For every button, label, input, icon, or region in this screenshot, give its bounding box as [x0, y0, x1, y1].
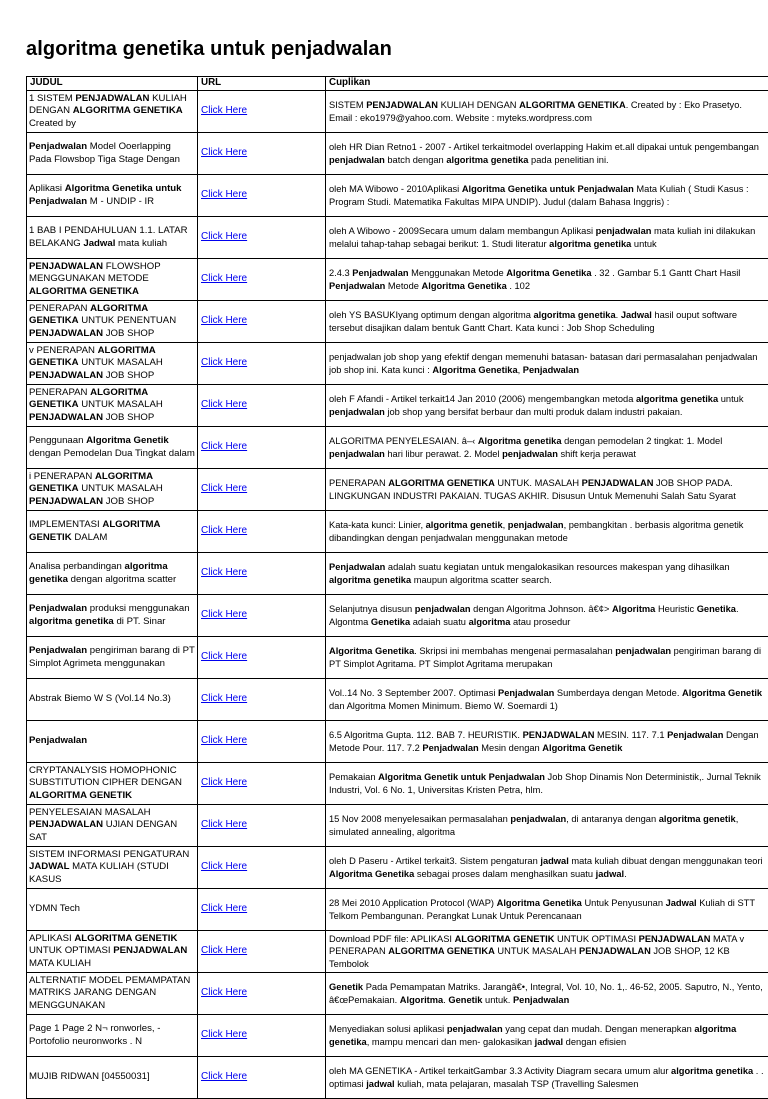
cell-judul: IMPLEMENTASI ALGORITMA GENETIK DALAM: [27, 511, 198, 553]
cell-cuplikan: 2.4.3 Penjadwalan Menggunakan Metode Algoritma Genetika . 32 . Gambar 5.1 Gantt Chart Hasil Penjadwalan Metode Algoritma Genetika . 102: [326, 259, 768, 301]
click-here-link[interactable]: Click Here: [201, 651, 247, 662]
cell-url: [198, 217, 326, 259]
click-here-link[interactable]: Click Here: [201, 735, 247, 746]
cell-judul: SISTEM INFORMASI PENGATURAN JADWAL MATA KULIAH (STUDI KASUS: [27, 847, 198, 889]
table-header-row: [27, 77, 768, 91]
table-row: [27, 931, 768, 973]
cell-cuplikan: Penjadwalan adalah suatu kegiatan untuk mengalokasikan resources makespan yang dihasilkan algoritma genetika maupun algoritma scatter search.: [326, 553, 768, 595]
cell-url: [198, 175, 326, 217]
table-row: [27, 805, 768, 847]
cell-judul: Aplikasi Algoritma Genetika untuk Penjadwalan M - UNDIP - IR: [27, 175, 198, 217]
table-row: [27, 343, 768, 385]
cell-cuplikan: PENERAPAN ALGORITMA GENETIKA UNTUK. MASALAH PENJADWALAN JOB SHOP PADA. LINGKUNGAN INDUSTRI PAKAIAN. TUGAS AKHIR. Disusun Untuk Memenuhi Salah Satu Syarat: [326, 469, 768, 511]
header-url: URL: [198, 77, 326, 91]
cell-judul: PENERAPAN ALGORITMA GENETIKA UNTUK PENENTUAN PENJADWALAN JOB SHOP: [27, 301, 198, 343]
cell-url: [198, 259, 326, 301]
cell-judul: YDMN Tech: [27, 889, 198, 931]
table-row: [27, 1057, 768, 1099]
cell-url: [198, 931, 326, 973]
click-here-link[interactable]: Click Here: [201, 609, 247, 620]
table-row: [27, 259, 768, 301]
cell-judul: Penjadwalan pengiriman barang di PT Simplot Agrimeta menggunakan: [27, 637, 198, 679]
cell-judul: ALTERNATIF MODEL PEMAMPATAN MATRIKS JARANG DENGAN MENGGUNAKAN: [27, 973, 198, 1015]
cell-cuplikan: Vol..14 No. 3 September 2007. Optimasi Penjadwalan Sumberdaya dengan Metode. Algoritma Genetik dan Algoritma Momen Minimum. Biemo W. Soemardi 1): [326, 679, 768, 721]
cell-judul: Penjadwalan Model Ooerlapping Pada Flowsbop Tiga Stage Dengan: [27, 133, 198, 175]
table-row: [27, 511, 768, 553]
cell-url: [198, 301, 326, 343]
click-here-link[interactable]: Click Here: [201, 987, 247, 998]
click-here-link[interactable]: Click Here: [201, 693, 247, 704]
cell-url: [198, 595, 326, 637]
cell-cuplikan: Genetik Pada Pemampatan Matriks. Jarangâ€•, Integral, Vol. 10, No. 1,. 46-52, 2005. Saputro, N., Yento, â€œPemakaian. Algoritma. Genetik untuk. Penjadwalan: [326, 973, 768, 1015]
cell-url: [198, 805, 326, 847]
click-here-link[interactable]: Click Here: [201, 525, 247, 536]
cell-cuplikan: Menyediakan solusi aplikasi penjadwalan yang cepat dan mudah. Dengan menerapkan algoritma genetika, mampu mencari dan men- galokasikan jadwal dengan efisien: [326, 1015, 768, 1057]
cell-judul: Penjadwalan: [27, 721, 198, 763]
cell-url: [198, 343, 326, 385]
cell-cuplikan: oleh MA GENETIKA - Artikel terkaitGambar 3.3 Activity Diagram secara umum alur algoritma genetika . . optimasi jadwal kuliah, mata pelajaran, masalah TSP (Travelling Salesmen: [326, 1057, 768, 1099]
click-here-link[interactable]: Click Here: [201, 273, 247, 284]
cell-cuplikan: Pemakaian Algoritma Genetik untuk Penjadwalan Job Shop Dinamis Non Deterministik,. Jurnal Teknik Industri, Vol. 6 No. 1, Universitas Kristen Petra, hlm.: [326, 763, 768, 805]
cell-cuplikan: 6.5 Algoritma Gupta. 112. BAB 7. HEURISTIK. PENJADWALAN MESIN. 117. 7.1 Penjadwalan Dengan Metode Pour. 117. 7.2 Penjadwalan Mesin dengan Algoritma Genetik: [326, 721, 768, 763]
cell-url: [198, 385, 326, 427]
cell-judul: 1 BAB I PENDAHULUAN 1.1. LATAR BELAKANG Jadwal mata kuliah: [27, 217, 198, 259]
table-row: [27, 217, 768, 259]
click-here-link[interactable]: Click Here: [201, 189, 247, 200]
cell-url: [198, 1015, 326, 1057]
cell-url: [198, 469, 326, 511]
table-row: [27, 427, 768, 469]
cell-cuplikan: Download PDF file: APLIKASI ALGORITMA GENETIK UNTUK OPTIMASI PENJADWALAN MATA v PENERAPAN ALGORITMA GENETIKA UNTUK MASALAH PENJADWALAN JOB SHOP, 12 KB Tembolok: [326, 931, 768, 973]
click-here-link[interactable]: Click Here: [201, 441, 247, 452]
click-here-link[interactable]: Click Here: [201, 315, 247, 326]
page-title: algoritma genetika untuk penjadwalan: [26, 38, 392, 61]
table-row: [27, 385, 768, 427]
table-row: [27, 679, 768, 721]
table-row: [27, 763, 768, 805]
cell-judul: Penjadwalan produksi menggunakan algoritma genetika di PT. Sinar: [27, 595, 198, 637]
header-cuplikan: Cuplikan: [326, 77, 768, 91]
cell-cuplikan: Selanjutnya disusun penjadwalan dengan Algoritma Johnson. â€¢> Algoritma Heuristic Genetika. Algontma Genetika adaiah suatu algoritma atau prosedur: [326, 595, 768, 637]
cell-cuplikan: 28 Mei 2010 Application Protocol (WAP) Algoritma Genetika Untuk Penyusunan Jadwal Kuliah di STT Telkom Pembangunan. Perangkat Lunak Untuk Perencanaan: [326, 889, 768, 931]
cell-judul: i PENERAPAN ALGORITMA GENETIKA UNTUK MASALAH PENJADWALAN JOB SHOP: [27, 469, 198, 511]
cell-url: [198, 91, 326, 133]
table-row: [27, 133, 768, 175]
click-here-link[interactable]: Click Here: [201, 1029, 247, 1040]
cell-cuplikan: oleh D Paseru - Artikel terkait3. Sistem pengaturan jadwal mata kuliah dibuat dengan menggunakan teori Algoritma Genetika sebagai proses dalam menghasilkan suatu jadwal.: [326, 847, 768, 889]
cell-url: [198, 721, 326, 763]
cell-url: [198, 511, 326, 553]
cell-cuplikan: Kata-kata kunci: Linier, algoritma genetik, penjadwalan, pembangkitan . berbasis algoritma genetik dibandingkan dengan penjadwalan menggunakan metode: [326, 511, 768, 553]
cell-url: [198, 847, 326, 889]
cell-cuplikan: oleh F Afandi - Artikel terkait14 Jan 2010 (2006) mengembangkan metoda algoritma genetika untuk penjadwalan job shop yang bersifat berbaur dan multi produk dalam industri pakaian.: [326, 385, 768, 427]
cell-judul: v PENERAPAN ALGORITMA GENETIKA UNTUK MASALAH PENJADWALAN JOB SHOP: [27, 343, 198, 385]
cell-judul: Analisa perbandingan algoritma genetika dengan algoritma scatter: [27, 553, 198, 595]
table-row: [27, 721, 768, 763]
cell-judul: MUJIB RIDWAN [04550031]: [27, 1057, 198, 1099]
table-row: [27, 553, 768, 595]
click-here-link[interactable]: Click Here: [201, 861, 247, 872]
table-row: [27, 847, 768, 889]
cell-judul: PENERAPAN ALGORITMA GENETIKA UNTUK MASALAH PENJADWALAN JOB SHOP: [27, 385, 198, 427]
cell-cuplikan: 15 Nov 2008 menyelesaikan permasalahan penjadwalan, di antaranya dengan algoritma genetik, simulated annealing, algoritma: [326, 805, 768, 847]
click-here-link[interactable]: Click Here: [201, 819, 247, 830]
cell-judul: PENYELESAIAN MASALAH PENJADWALAN UJIAN DENGAN SAT: [27, 805, 198, 847]
cell-judul: Abstrak Biemo W S (Vol.14 No.3): [27, 679, 198, 721]
click-here-link[interactable]: Click Here: [201, 231, 247, 242]
cell-judul: PENJADWALAN FLOWSHOP MENGGUNAKAN METODE ALGORITMA GENETIKA: [27, 259, 198, 301]
table-row: [27, 973, 768, 1015]
cell-judul: CRYPTANALYSIS HOMOPHONIC SUBSTITUTION CIPHER DENGAN ALGORITMA GENETIK: [27, 763, 198, 805]
cell-judul: Page 1 Page 2 N¬ ronworles, - Portofolio neuronworks . Ν: [27, 1015, 198, 1057]
table-row: [27, 91, 768, 133]
cell-cuplikan: oleh HR Dian Retno1 - 2007 - Artikel terkaitmodel overlapping Hakim et.all dipakai untuk pengembangan penjadwalan batch dengan algoritma genetika pada penelitian ini.: [326, 133, 768, 175]
cell-cuplikan: SISTEM PENJADWALAN KULIAH DENGAN ALGORITMA GENETIKA. Created by : Eko Prasetyo. Email : eko1979@yahoo.com. Website : myteks.wordpress.com: [326, 91, 768, 133]
click-here-link[interactable]: Click Here: [201, 147, 247, 158]
table-row: [27, 637, 768, 679]
cell-cuplikan: oleh MA Wibowo - 2010Aplikasi Algoritma Genetika untuk Penjadwalan Mata Kuliah ( Studi Kasus : Program Studi. Matematika Fakultas MIPA UNDIP). Judul (dalam Bahasa Inggris) :: [326, 175, 768, 217]
table-row: [27, 889, 768, 931]
click-here-link[interactable]: Click Here: [201, 1071, 247, 1082]
cell-judul: 1 SISTEM PENJADWALAN KULIAH DENGAN ALGORITMA GENETIKA Created by: [27, 91, 198, 133]
cell-url: [198, 973, 326, 1015]
cell-judul: Penggunaan Algoritma Genetik dengan Pemodelan Dua Tingkat dalam: [27, 427, 198, 469]
cell-url: [198, 1057, 326, 1099]
cell-url: [198, 889, 326, 931]
cell-url: [198, 679, 326, 721]
table-row: [27, 469, 768, 511]
cell-url: [198, 427, 326, 469]
table-row: [27, 595, 768, 637]
cell-cuplikan: Algoritma Genetika. Skripsi ini membahas mengenai permasalahan penjadwalan pengiriman barang di PT Simplot Agritama. PT Simplot Agritama merupakan: [326, 637, 768, 679]
click-here-link[interactable]: Click Here: [201, 945, 247, 956]
cell-cuplikan: penjadwalan job shop yang efektif dengan memenuhi batasan- batasan dari permasalahan penjadwalan job shop ini. Kata kunci : Algoritma Genetika, Penjadwalan: [326, 343, 768, 385]
cell-cuplikan: oleh A Wibowo - 2009Secara umum dalam membangun Aplikasi penjadwalan mata kuliah ini dilakukan melalui tahap-tahap sebagai berikut: 1. Studi literatur algoritma genetika untuk: [326, 217, 768, 259]
click-here-link[interactable]: Click Here: [201, 777, 247, 788]
cell-url: [198, 763, 326, 805]
cell-url: [198, 133, 326, 175]
table-row: [27, 301, 768, 343]
click-here-link[interactable]: Click Here: [201, 567, 247, 578]
cell-cuplikan: oleh YS BASUKIyang optimum dengan algoritma algoritma genetika. Jadwal hasil ouput software tersebut disajikan dalam bentuk Gantt Chart. Kata kunci : Job Shop Scheduling: [326, 301, 768, 343]
click-here-link[interactable]: Click Here: [201, 105, 247, 116]
header-judul: JUDUL: [27, 77, 198, 91]
table-row: [27, 175, 768, 217]
click-here-link[interactable]: Click Here: [201, 357, 247, 368]
cell-url: [198, 637, 326, 679]
cell-judul: APLIKASI ALGORITMA GENETIK UNTUK OPTIMASI PENJADWALAN MATA KULIAH: [27, 931, 198, 973]
click-here-link[interactable]: Click Here: [201, 399, 247, 410]
cell-cuplikan: ALGORITMA PENYELESAIAN. â–‹ Algoritma genetika dengan pemodelan 2 tingkat: 1. Model penjadwalan hari libur perawat. 2. Model penjadwalan shift kerja perawat: [326, 427, 768, 469]
table-body: [27, 91, 768, 1099]
table-row: [27, 1015, 768, 1057]
cell-url: [198, 553, 326, 595]
results-table: [26, 76, 768, 1099]
click-here-link[interactable]: Click Here: [201, 483, 247, 494]
click-here-link[interactable]: Click Here: [201, 903, 247, 914]
